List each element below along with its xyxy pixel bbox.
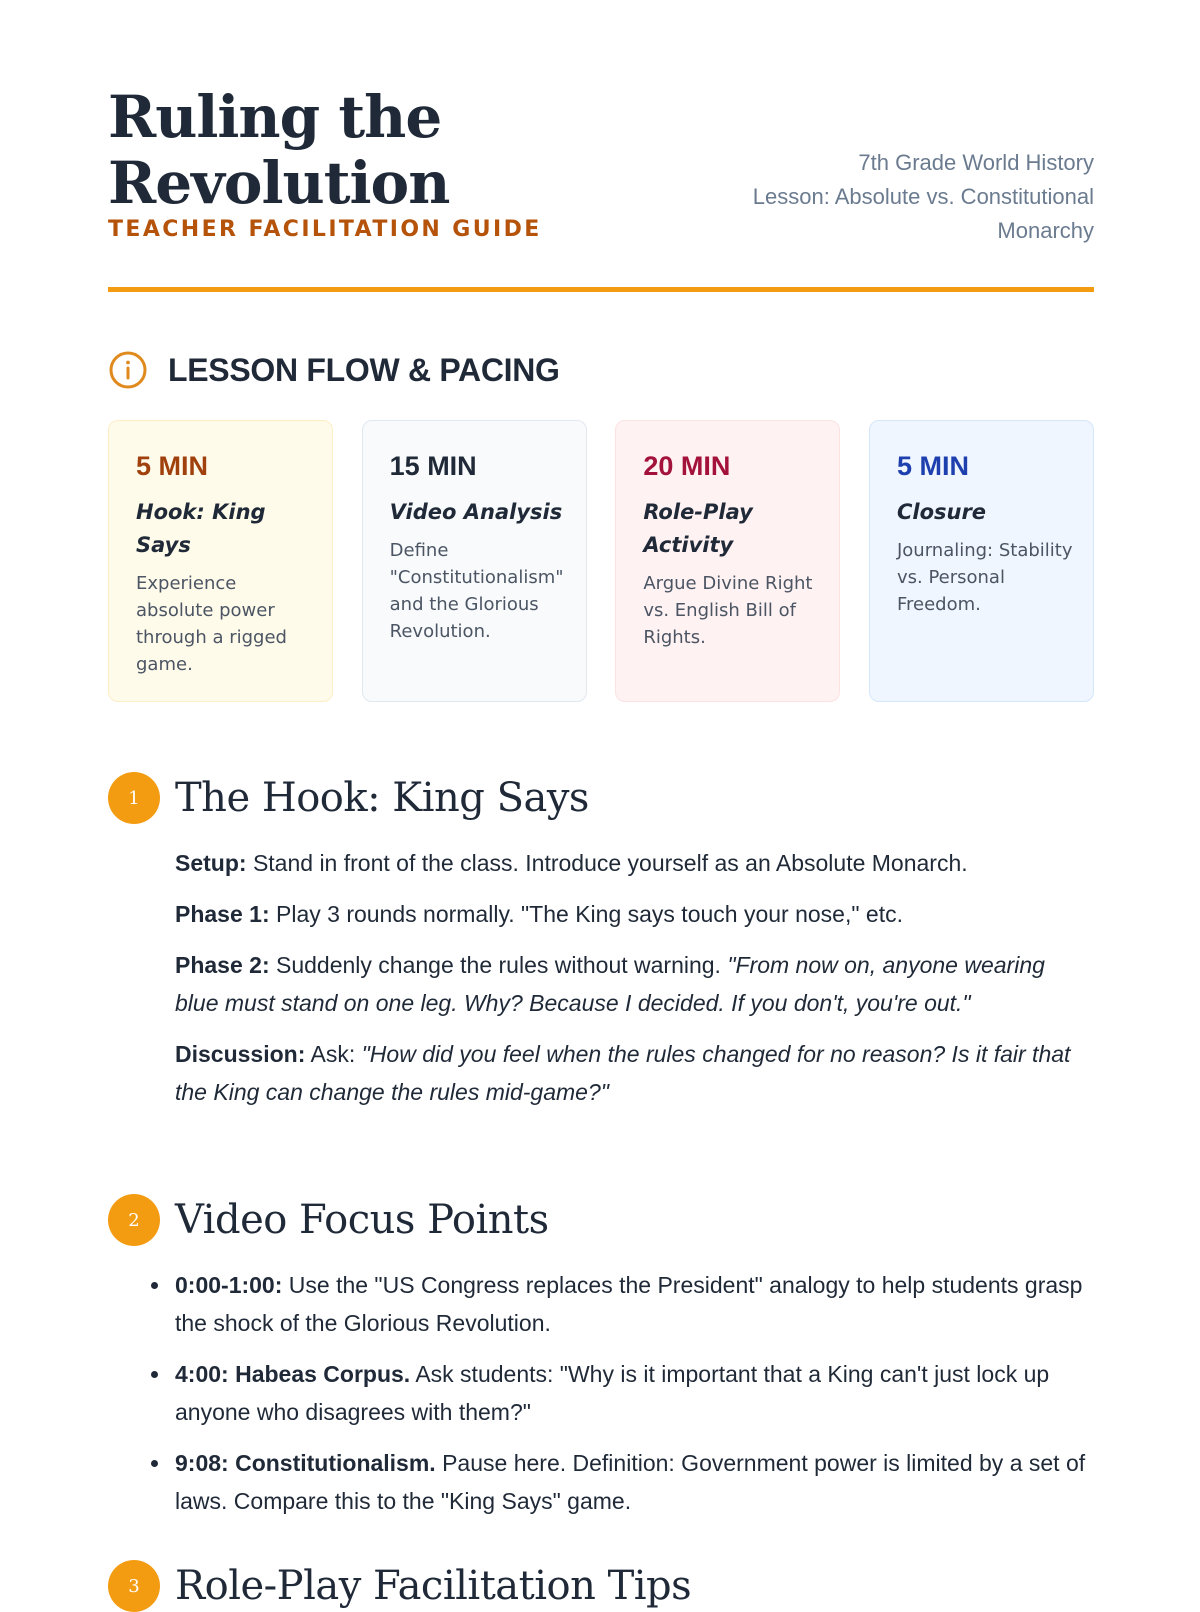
pacing-cards	[108, 420, 1094, 702]
section-2-heading	[108, 1194, 549, 1246]
list-item	[175, 1266, 1094, 1342]
list-item	[175, 1444, 1094, 1520]
section-title: Role-Play Facilitation Tips	[175, 1563, 692, 1609]
lesson-meta	[674, 146, 1094, 248]
lesson-flow-title: LESSON FLOW & PACING	[168, 351, 560, 388]
phase-1-label: Phase 1:	[175, 901, 270, 927]
page-subtitle: TEACHER FACILITATION GUIDE	[108, 217, 542, 242]
phase-2-paragraph	[175, 946, 1094, 1022]
phase-2-quote: "From now on, anyone wearing blue must stand on one leg. Why? Because I decided. If you don't, you're out."	[175, 952, 1045, 1016]
setup-paragraph	[175, 844, 1094, 882]
title-line-1: Ruling the	[108, 83, 442, 151]
point-label: 4:00: Habeas Corpus.	[175, 1361, 411, 1387]
list-item	[175, 1355, 1094, 1431]
lesson-label-line-2: Monarchy	[997, 218, 1094, 243]
discussion-quote: "How did you feel when the rules changed for no reason? Is it fair that the King can change the rules mid-game?"	[175, 1041, 1071, 1105]
discussion-label: Discussion:	[175, 1041, 306, 1067]
lesson-label-line-1: Lesson: Absolute vs. Constitutional	[752, 184, 1094, 209]
section-1-heading	[108, 772, 589, 824]
discussion-paragraph	[175, 1035, 1094, 1111]
title-line-2: Revolution	[108, 149, 450, 217]
card-time: 15 MIN	[389, 451, 477, 481]
phase-1-paragraph	[175, 895, 1094, 933]
point-text: Pause here. Definition: Government power is limited by a set of laws. Compare this to the "King Says" game.	[175, 1450, 1086, 1514]
section-1-body	[175, 844, 1094, 1124]
step-number-badge: 3	[108, 1560, 160, 1612]
point-label: 0:00-1:00:	[175, 1272, 283, 1298]
phase-2-text: Suddenly change the rules without warning.	[269, 952, 728, 978]
card-desc: Journaling: Stability vs. Personal Freedom.	[896, 540, 1073, 615]
grade-label: 7th Grade World History	[858, 150, 1094, 175]
pacing-card-closure	[869, 420, 1094, 702]
card-name: Role-Play Activity	[643, 500, 753, 557]
pacing-card-roleplay	[615, 420, 840, 702]
step-number-badge: 1	[108, 772, 160, 824]
card-name: Closure	[896, 500, 987, 524]
pacing-card-hook	[108, 420, 333, 702]
card-time: 5 MIN	[136, 451, 209, 481]
point-label: 9:08: Constitutionalism.	[175, 1450, 436, 1476]
card-desc: Experience absolute power through a rigged game.	[136, 573, 287, 675]
info-circle-icon	[108, 350, 148, 390]
step-number-badge: 2	[108, 1194, 160, 1246]
phase-2-label: Phase 2:	[175, 952, 270, 978]
lesson-flow-heading	[108, 350, 560, 390]
page-title	[108, 84, 548, 216]
point-text: Ask students: "Why is it important that a King can't just lock up anyone who disagrees with them?"	[175, 1361, 1050, 1425]
card-desc: Define "Constitutionalism" and the Glorious Revolution.	[389, 540, 564, 642]
card-time: 20 MIN	[643, 451, 731, 481]
card-desc: Argue Divine Right vs. English Bill of Rights.	[643, 573, 813, 648]
point-text: Use the "US Congress replaces the President" analogy to help students grasp the shock of the Glorious Revolution.	[175, 1272, 1083, 1336]
setup-text: Stand in front of the class. Introduce yourself as an Absolute Monarch.	[246, 850, 968, 876]
setup-label: Setup:	[175, 850, 247, 876]
phase-1-text: Play 3 rounds normally. "The King says touch your nose," etc.	[269, 901, 903, 927]
section-title: Video Focus Points	[175, 1197, 549, 1243]
section-3-heading	[108, 1560, 691, 1612]
card-time: 5 MIN	[896, 451, 969, 481]
card-name: Hook: King Says	[136, 500, 266, 557]
section-title: The Hook: King Says	[175, 775, 589, 821]
video-focus-list	[175, 1266, 1094, 1533]
pacing-card-video	[362, 420, 587, 702]
header	[108, 84, 1094, 294]
header-divider	[108, 287, 1094, 292]
discussion-text: Ask:	[305, 1041, 362, 1067]
card-name: Video Analysis	[389, 500, 563, 524]
